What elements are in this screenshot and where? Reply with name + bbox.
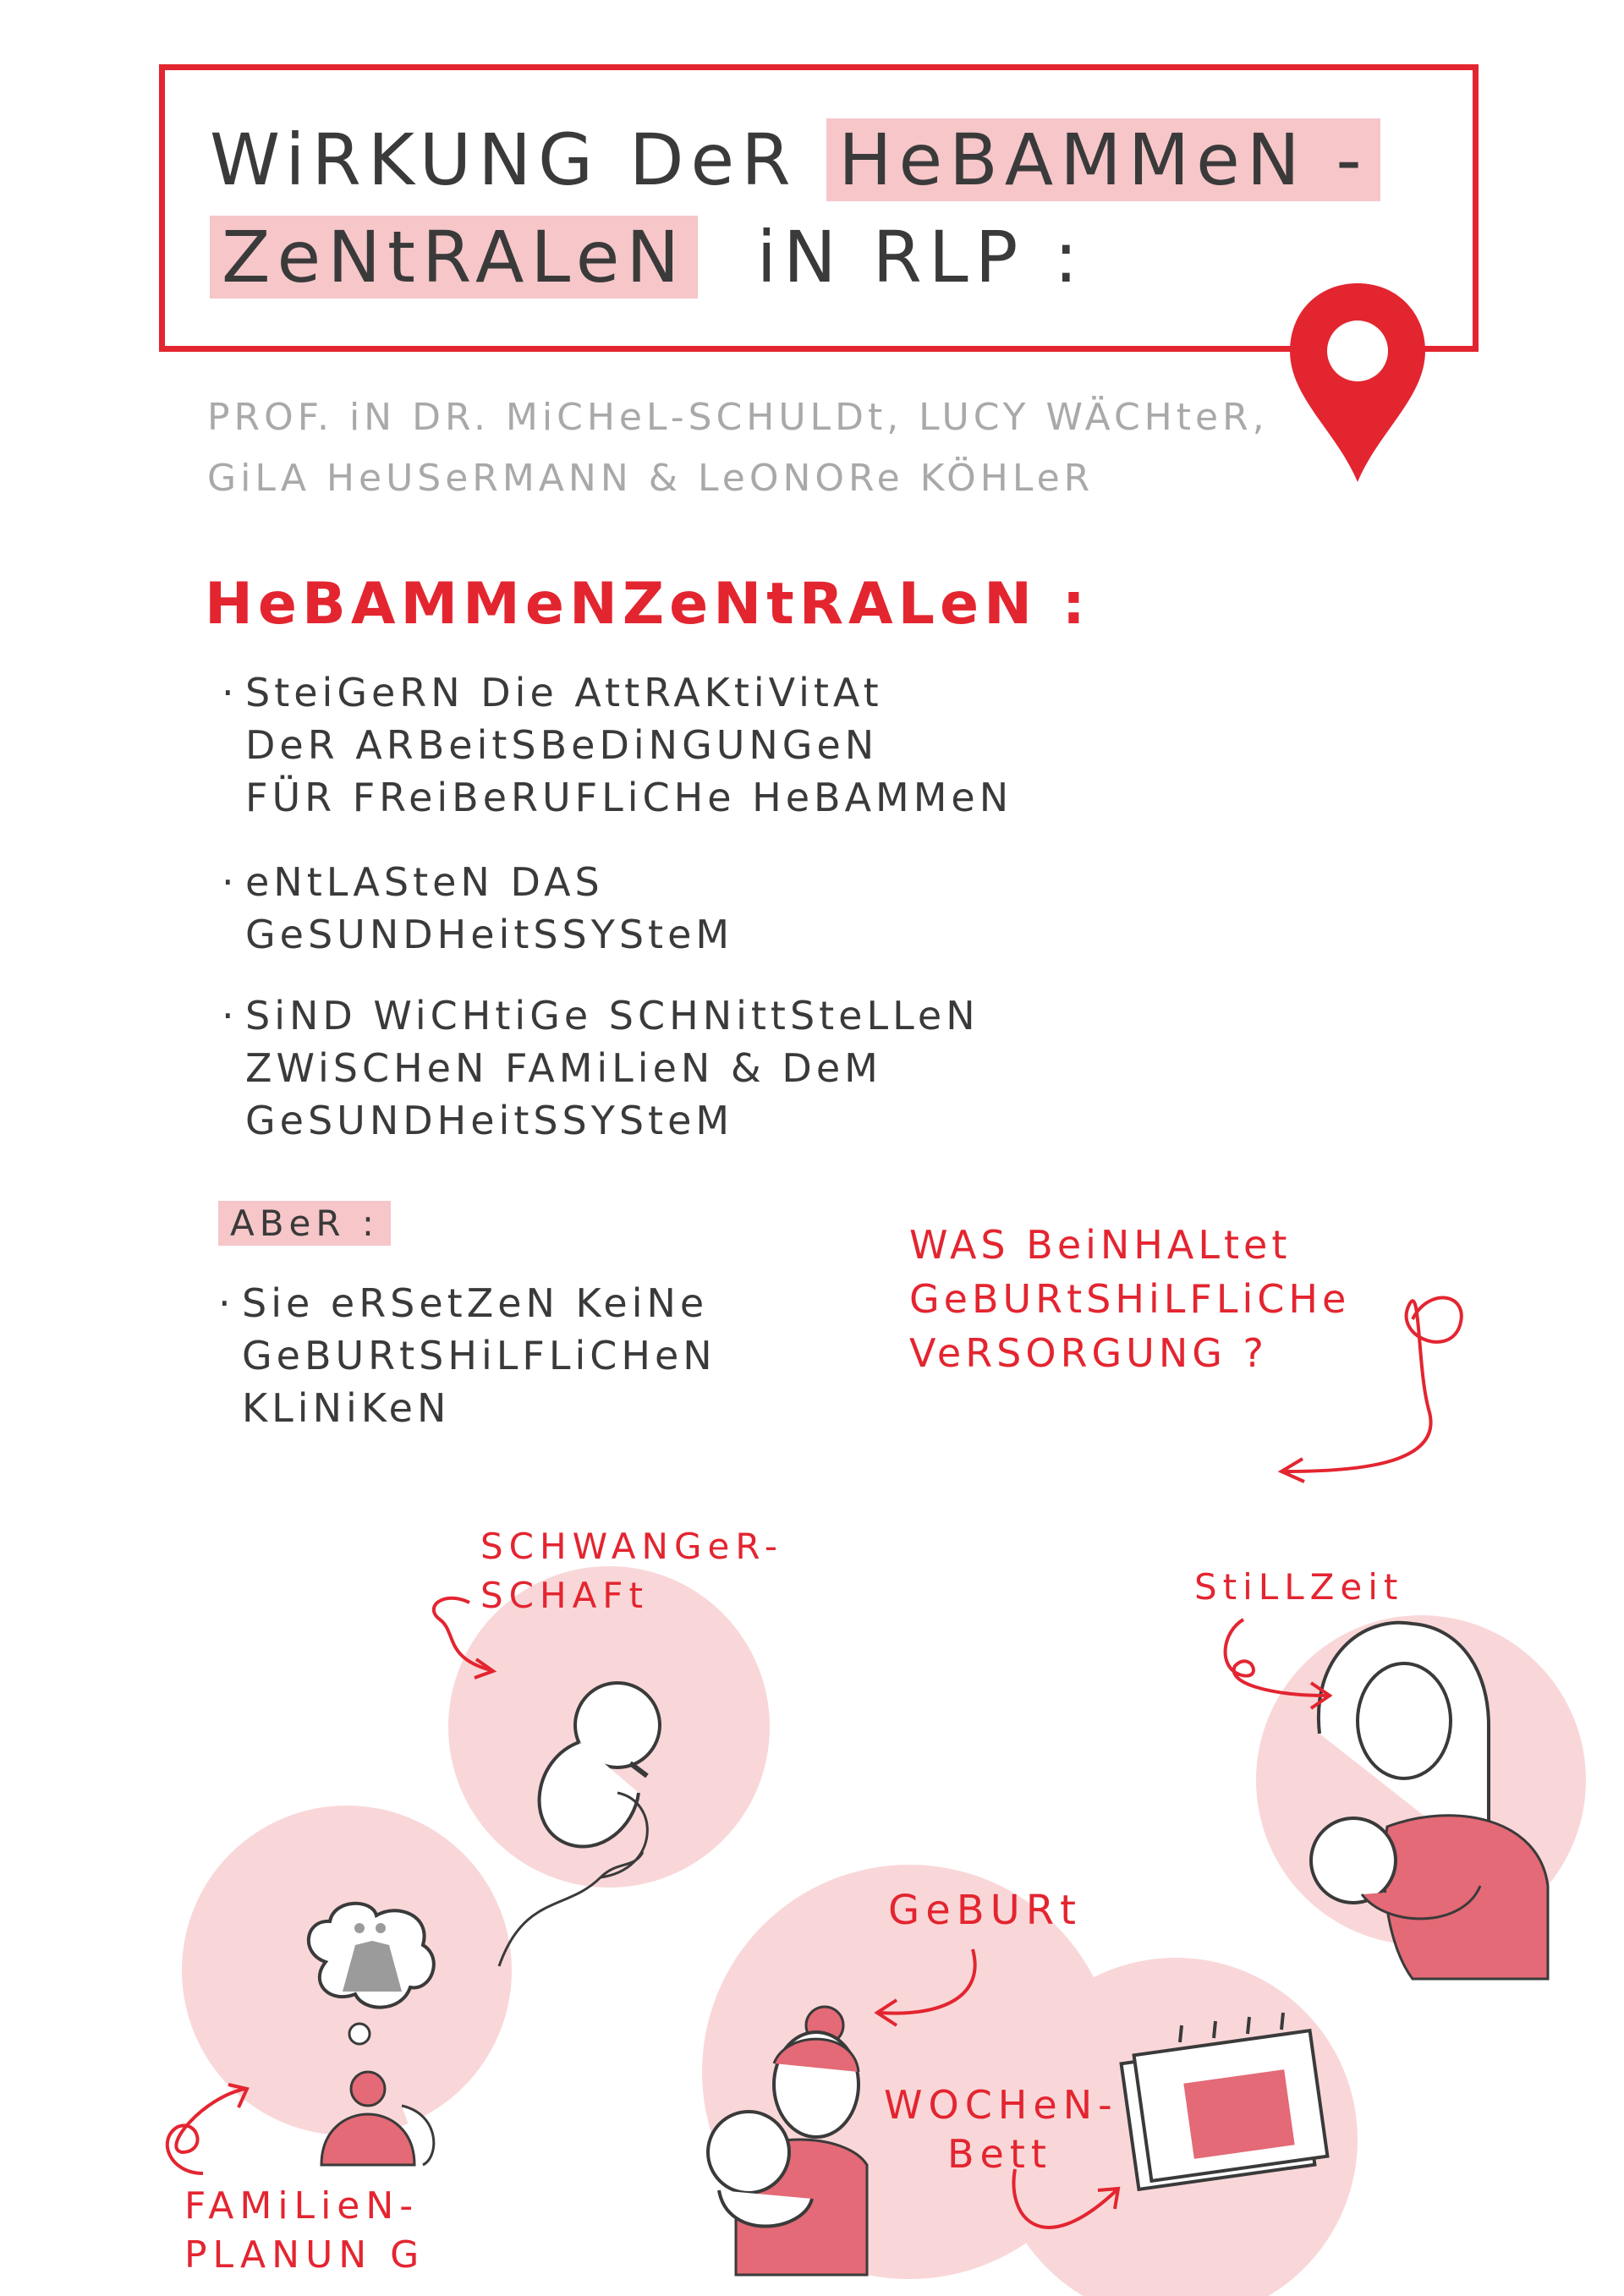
curly-arrow-icon	[1218, 1615, 1336, 1717]
aber-label: ABeR :	[218, 1201, 391, 1246]
bullet-text: FÜR FReiBeRUFLiCHe HeBAMMeN	[245, 775, 1013, 820]
list-item	[222, 989, 979, 1147]
arrow-icon	[1007, 2165, 1133, 2266]
bullet-text: GeBURtSHiLFLiCHeN	[242, 1333, 716, 1378]
stage-label-schwangerschaft	[480, 1522, 783, 1620]
title-highlight-2: ZeNtRALeN	[210, 216, 698, 299]
title-highlight-1: HeBAMMeN -	[826, 118, 1380, 201]
stage-label-line: PLANUN G	[184, 2233, 425, 2277]
question-line: WAS BeiNHALtet	[909, 1222, 1292, 1268]
bullet-text: Sie eRSetZeN KeiNe	[242, 1280, 709, 1326]
question-text	[909, 1218, 1351, 1380]
page-title-line-2	[210, 216, 1084, 299]
list-item	[222, 666, 1012, 824]
title-plain-1: WiRKUNG DeR	[210, 118, 798, 201]
stage-label-line: Bett	[947, 2131, 1052, 2177]
bullet-text: ZWiSCHeN FAMiLieN & DeM	[245, 1045, 882, 1091]
bullet-text: SteiGeRN Die AttRAKtiVitAt	[245, 670, 883, 715]
stage-label-line: WOCHeN-	[884, 2082, 1118, 2128]
thought-bubble-icon	[292, 1894, 444, 2047]
bullet-dot: ·	[222, 670, 239, 715]
person-head-icon	[304, 2063, 448, 2165]
stage-label-line: SCHAFt	[480, 1575, 649, 1616]
curly-arrow-icon	[419, 1590, 503, 1683]
authors-line-1: PROF. iN DR. MiCHeL-SCHULDt, LUCY WÄCHteR,	[207, 396, 1269, 439]
arrow-icon	[867, 1945, 985, 2038]
list-item	[218, 1277, 716, 1434]
authors-line-2: GiLA HeUSeRMANN & LeONORe KÖHLeR	[207, 457, 1095, 500]
stage-label-line: FAMiLieN-	[184, 2184, 420, 2228]
bullet-dot: ·	[222, 993, 239, 1038]
bullet-text: GeSUNDHeitSSYSteM	[245, 912, 734, 957]
location-pin-icon	[1286, 279, 1429, 486]
stage-label-geburt	[888, 1886, 1082, 1935]
bullet-dot: ·	[218, 1280, 235, 1326]
page-title-line-1	[210, 118, 1380, 201]
curly-arrow-icon	[1235, 1269, 1480, 1488]
umbilical-cord-line	[491, 1844, 660, 1970]
title-plain-2: iN RLP :	[756, 216, 1085, 299]
list-item	[222, 856, 733, 961]
bullet-text: GeSUNDHeitSSYSteM	[245, 1098, 734, 1143]
stage-label-stillzeit	[1194, 1563, 1403, 1612]
bullet-text: KLiNiKeN	[242, 1385, 451, 1431]
question-line: GeBURtSHiLFLiCHe	[909, 1276, 1351, 1322]
stage-label-line: SCHWANGeR-	[480, 1526, 783, 1567]
stage-label-line: StiLLZeit	[1194, 1566, 1404, 1608]
bullet-text: DeR ARBeitSBeDiNGUNGeN	[245, 722, 879, 768]
stage-label-familienplanung	[184, 2182, 425, 2280]
title-frame	[159, 64, 1479, 352]
calendar-icon	[1121, 2017, 1341, 2186]
curly-arrow-icon	[152, 2080, 262, 2182]
bullet-text: SiND WiCHtiGe SCHNittSteLLeN	[245, 993, 979, 1038]
mother-holding-baby-icon	[677, 2004, 897, 2275]
question-line: VeRSORGUNG ?	[909, 1330, 1268, 1376]
stage-label-wochenbett	[884, 2080, 1118, 2178]
bullet-text: eNtLASteN DAS	[245, 859, 604, 905]
stage-label-line: GeBURt	[888, 1887, 1082, 1934]
bullet-dot: ·	[222, 859, 239, 905]
section-heading: HeBAMMeNZeNtRALeN :	[205, 571, 1090, 638]
